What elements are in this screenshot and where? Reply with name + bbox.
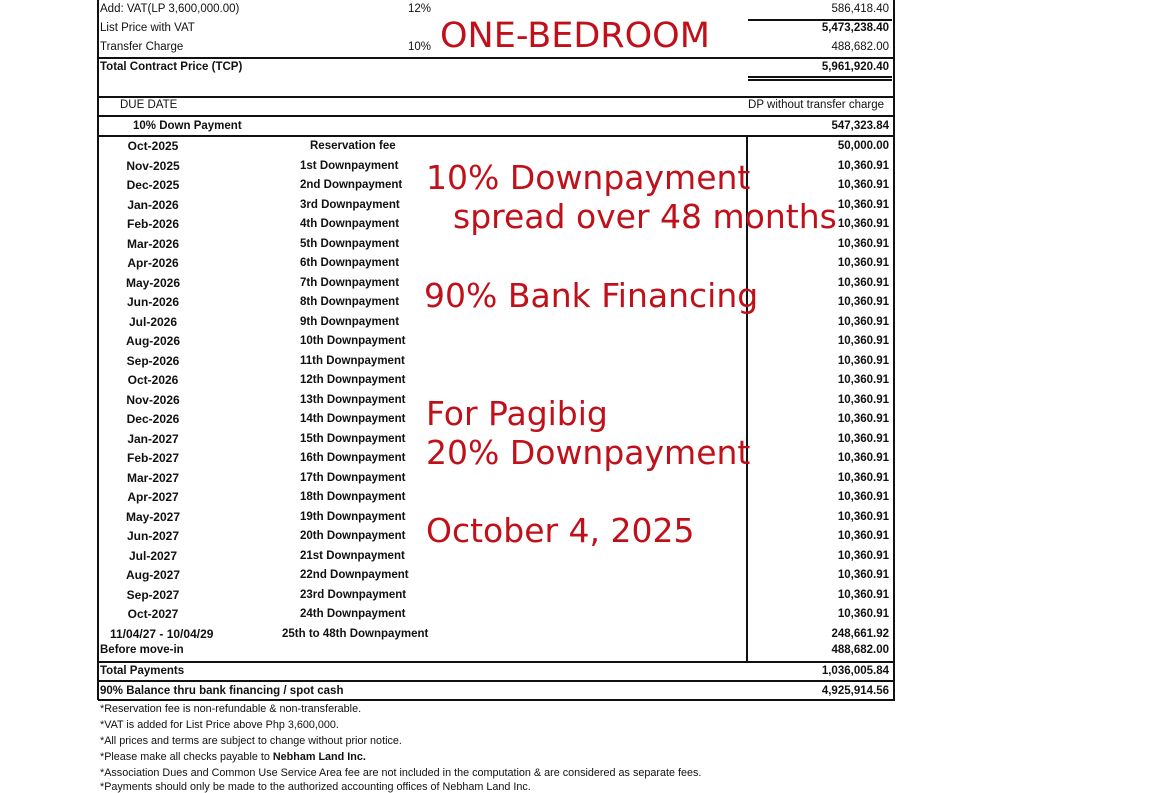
- schedule-due-date: Dec-2026: [126, 412, 180, 426]
- schedule-amount: 10,360.91: [837, 374, 889, 386]
- schedule-due-date: Jan-2026: [127, 197, 179, 212]
- schedule-amount: 10,360.91: [837, 471, 889, 484]
- down-payment-amount: 547,323.84: [831, 120, 889, 132]
- schedule-payment-label: 15th Downpayment: [300, 432, 406, 445]
- schedule-amount: 10,360.91: [837, 413, 889, 425]
- schedule-due-date: May-2026: [125, 275, 181, 290]
- schedule-row: [0, 313, 1170, 333]
- overlay-date: October 4, 2025: [426, 511, 695, 550]
- before-move-in-amount: 488,682.00: [831, 644, 889, 656]
- schedule-payment-label: 20th Downpayment: [300, 530, 406, 542]
- schedule-amount: 10,360.91: [837, 179, 889, 191]
- tcp-label: Total Contract Price (TCP): [100, 61, 243, 73]
- schedule-payment-label: 21st Downpayment: [300, 549, 405, 562]
- schedule-amount: 10,360.91: [837, 276, 889, 289]
- schedule-due-date: Dec-2025: [126, 178, 180, 192]
- schedule-due-date: Oct-2025: [127, 139, 179, 153]
- schedule-due-date: Feb-2026: [126, 217, 180, 231]
- schedule-payment-label: 23rd Downpayment: [300, 588, 407, 601]
- schedule-row: [0, 371, 1170, 391]
- schedule-due-date: Feb-2027: [126, 451, 180, 465]
- overlay-pagibig-line1: For Pagibig: [426, 394, 608, 433]
- schedule-row: [0, 605, 1170, 625]
- schedule-due-date: Oct-2027: [127, 607, 179, 621]
- schedule-payment-label: 7th Downpayment: [300, 276, 400, 289]
- schedule-payment-label: 13th Downpayment: [300, 393, 406, 406]
- note-vat: *VAT is added for List Price above Php 3,600,000.: [100, 719, 339, 731]
- payee-name: Nebham Land Inc.: [272, 751, 366, 763]
- schedule-payment-label: 6th Downpayment: [300, 257, 400, 269]
- note-checks: *Please make all checks payable to Nebham Land Inc.: [100, 751, 366, 763]
- schedule-payment-label: 8th Downpayment: [300, 296, 400, 308]
- schedule-payment-label: 11th Downpayment: [300, 354, 405, 367]
- overlay-pagibig-line2: 20% Downpayment: [426, 433, 751, 472]
- schedule-row: [0, 332, 1170, 352]
- note-reservation: *Reservation fee is non-refundable & non-transferable.: [100, 703, 362, 715]
- schedule-payment-label: 9th Downpayment: [300, 315, 400, 328]
- schedule-due-date: Mar-2026: [126, 236, 180, 251]
- overlay-dp-line1: 10% Downpayment: [426, 158, 751, 197]
- vat-rate: 12%: [408, 3, 432, 15]
- schedule-due-date: Jan-2027: [127, 431, 179, 446]
- schedule-amount: 10,360.91: [837, 491, 889, 503]
- vat-label: Add: VAT(LP 3,600,000.00): [100, 3, 240, 15]
- schedule-payment-label: 3rd Downpayment: [300, 198, 400, 211]
- transfer-charge-rate: 10%: [408, 41, 432, 53]
- schedule-amount: 10,360.91: [837, 432, 889, 445]
- schedule-payment-label: 25th to 48th Downpayment: [282, 627, 429, 640]
- schedule-payment-label: 4th Downpayment: [300, 218, 400, 230]
- schedule-row: [0, 235, 1170, 255]
- schedule-amount: 10,360.91: [837, 159, 889, 172]
- balance-amount: 4,925,914.56: [821, 685, 889, 697]
- schedule-due-date: 11/04/27 - 10/04/29: [110, 626, 214, 641]
- schedule-payment-label: 19th Downpayment: [300, 510, 406, 523]
- schedule-payment-label: 18th Downpayment: [300, 491, 406, 503]
- list-price-label: List Price with VAT: [100, 22, 195, 34]
- balance-label: 90% Balance thru bank financing / spot cash: [100, 685, 344, 697]
- total-payments-label: Total Payments: [100, 665, 185, 677]
- schedule-due-date: Sep-2027: [126, 587, 180, 602]
- schedule-amount: 10,360.91: [837, 549, 889, 562]
- schedule-due-date: Jun-2026: [126, 295, 180, 309]
- schedule-amount: 10,360.91: [837, 335, 889, 347]
- schedule-amount: 248,661.92: [831, 627, 889, 640]
- schedule-due-date: May-2027: [125, 509, 181, 524]
- schedule-due-date: Oct-2026: [127, 373, 179, 387]
- note-association: *Association Dues and Common Use Service Area fee are not included in the computation & are considered as separate fees.: [100, 767, 702, 779]
- schedule-row: [0, 566, 1170, 586]
- before-move-in-label: Before move-in: [100, 644, 184, 656]
- schedule-due-date: Mar-2027: [126, 470, 180, 485]
- schedule-due-date: Aug-2026: [125, 334, 181, 348]
- schedule-row: [0, 625, 1170, 645]
- transfer-charge-label: Transfer Charge: [100, 41, 184, 53]
- schedule-payment-label: 2nd Downpayment: [300, 179, 403, 191]
- schedule-payment-label: 1st Downpayment: [300, 159, 399, 172]
- schedule-due-date: Jul-2026: [128, 314, 178, 329]
- schedule-payment-label: Reservation fee: [310, 140, 396, 152]
- list-price-amount: 5,473,238.40: [821, 22, 889, 34]
- schedule-due-date: Jun-2027: [126, 529, 180, 543]
- schedule-amount: 10,360.91: [837, 608, 889, 620]
- schedule-amount: 50,000.00: [837, 140, 889, 152]
- schedule-due-date: Nov-2026: [126, 392, 180, 407]
- overlay-dp-line2: spread over 48 months: [453, 197, 837, 236]
- schedule-amount: 10,360.91: [837, 198, 889, 211]
- schedule-amount: 10,360.91: [837, 315, 889, 328]
- note-payments: *Payments should only be made to the authorized accounting offices of Nebham Land Inc.: [100, 781, 531, 793]
- schedule-amount: 10,360.91: [837, 393, 889, 406]
- down-payment-label: 10% Down Payment: [133, 120, 242, 132]
- schedule-due-date: Sep-2026: [126, 353, 180, 368]
- schedule-payment-label: 5th Downpayment: [300, 237, 400, 250]
- due-date-header: DUE DATE: [120, 99, 178, 111]
- schedule-amount: 10,360.91: [837, 237, 889, 250]
- schedule-row: [0, 586, 1170, 606]
- schedule-payment-label: 16th Downpayment: [300, 452, 406, 464]
- schedule-row: [0, 488, 1170, 508]
- schedule-amount: 10,360.91: [837, 452, 889, 464]
- schedule-amount: 10,360.91: [837, 296, 889, 308]
- schedule-payment-label: 10th Downpayment: [300, 335, 406, 347]
- schedule-row: [0, 352, 1170, 372]
- schedule-amount: 10,360.91: [837, 510, 889, 523]
- vat-amount: 586,418.40: [831, 3, 889, 15]
- tcp-amount: 5,961,920.40: [821, 61, 889, 73]
- schedule-due-date: Nov-2025: [126, 158, 180, 173]
- schedule-amount: 10,360.91: [837, 218, 889, 230]
- schedule-due-date: Apr-2027: [127, 490, 179, 504]
- unit-type-title: ONE-BEDROOM: [440, 16, 710, 56]
- overlay-bank-financing: 90% Bank Financing: [424, 276, 759, 315]
- schedule-due-date: Jul-2027: [128, 548, 178, 563]
- schedule-amount: 10,360.91: [837, 257, 889, 269]
- schedule-row: [0, 254, 1170, 274]
- schedule-row: [0, 137, 1170, 157]
- transfer-charge-amount: 488,682.00: [831, 41, 889, 53]
- total-payments-amount: 1,036,005.84: [821, 665, 889, 677]
- schedule-amount: 10,360.91: [837, 354, 889, 367]
- schedule-amount: 10,360.91: [837, 569, 889, 581]
- schedule-payment-label: 12th Downpayment: [300, 374, 406, 386]
- dp-column-header: DP without transfer charge: [748, 99, 884, 111]
- schedule-payment-label: 14th Downpayment: [300, 413, 406, 425]
- schedule-payment-label: 24th Downpayment: [300, 608, 406, 620]
- schedule-amount: 10,360.91: [837, 530, 889, 542]
- schedule-payment-label: 22nd Downpayment: [300, 569, 409, 581]
- schedule-due-date: Apr-2026: [127, 256, 179, 270]
- schedule-due-date: Aug-2027: [125, 568, 181, 582]
- schedule-payment-label: 17th Downpayment: [300, 471, 406, 484]
- note-prices: *All prices and terms are subject to change without prior notice.: [100, 735, 402, 747]
- schedule-amount: 10,360.91: [837, 588, 889, 601]
